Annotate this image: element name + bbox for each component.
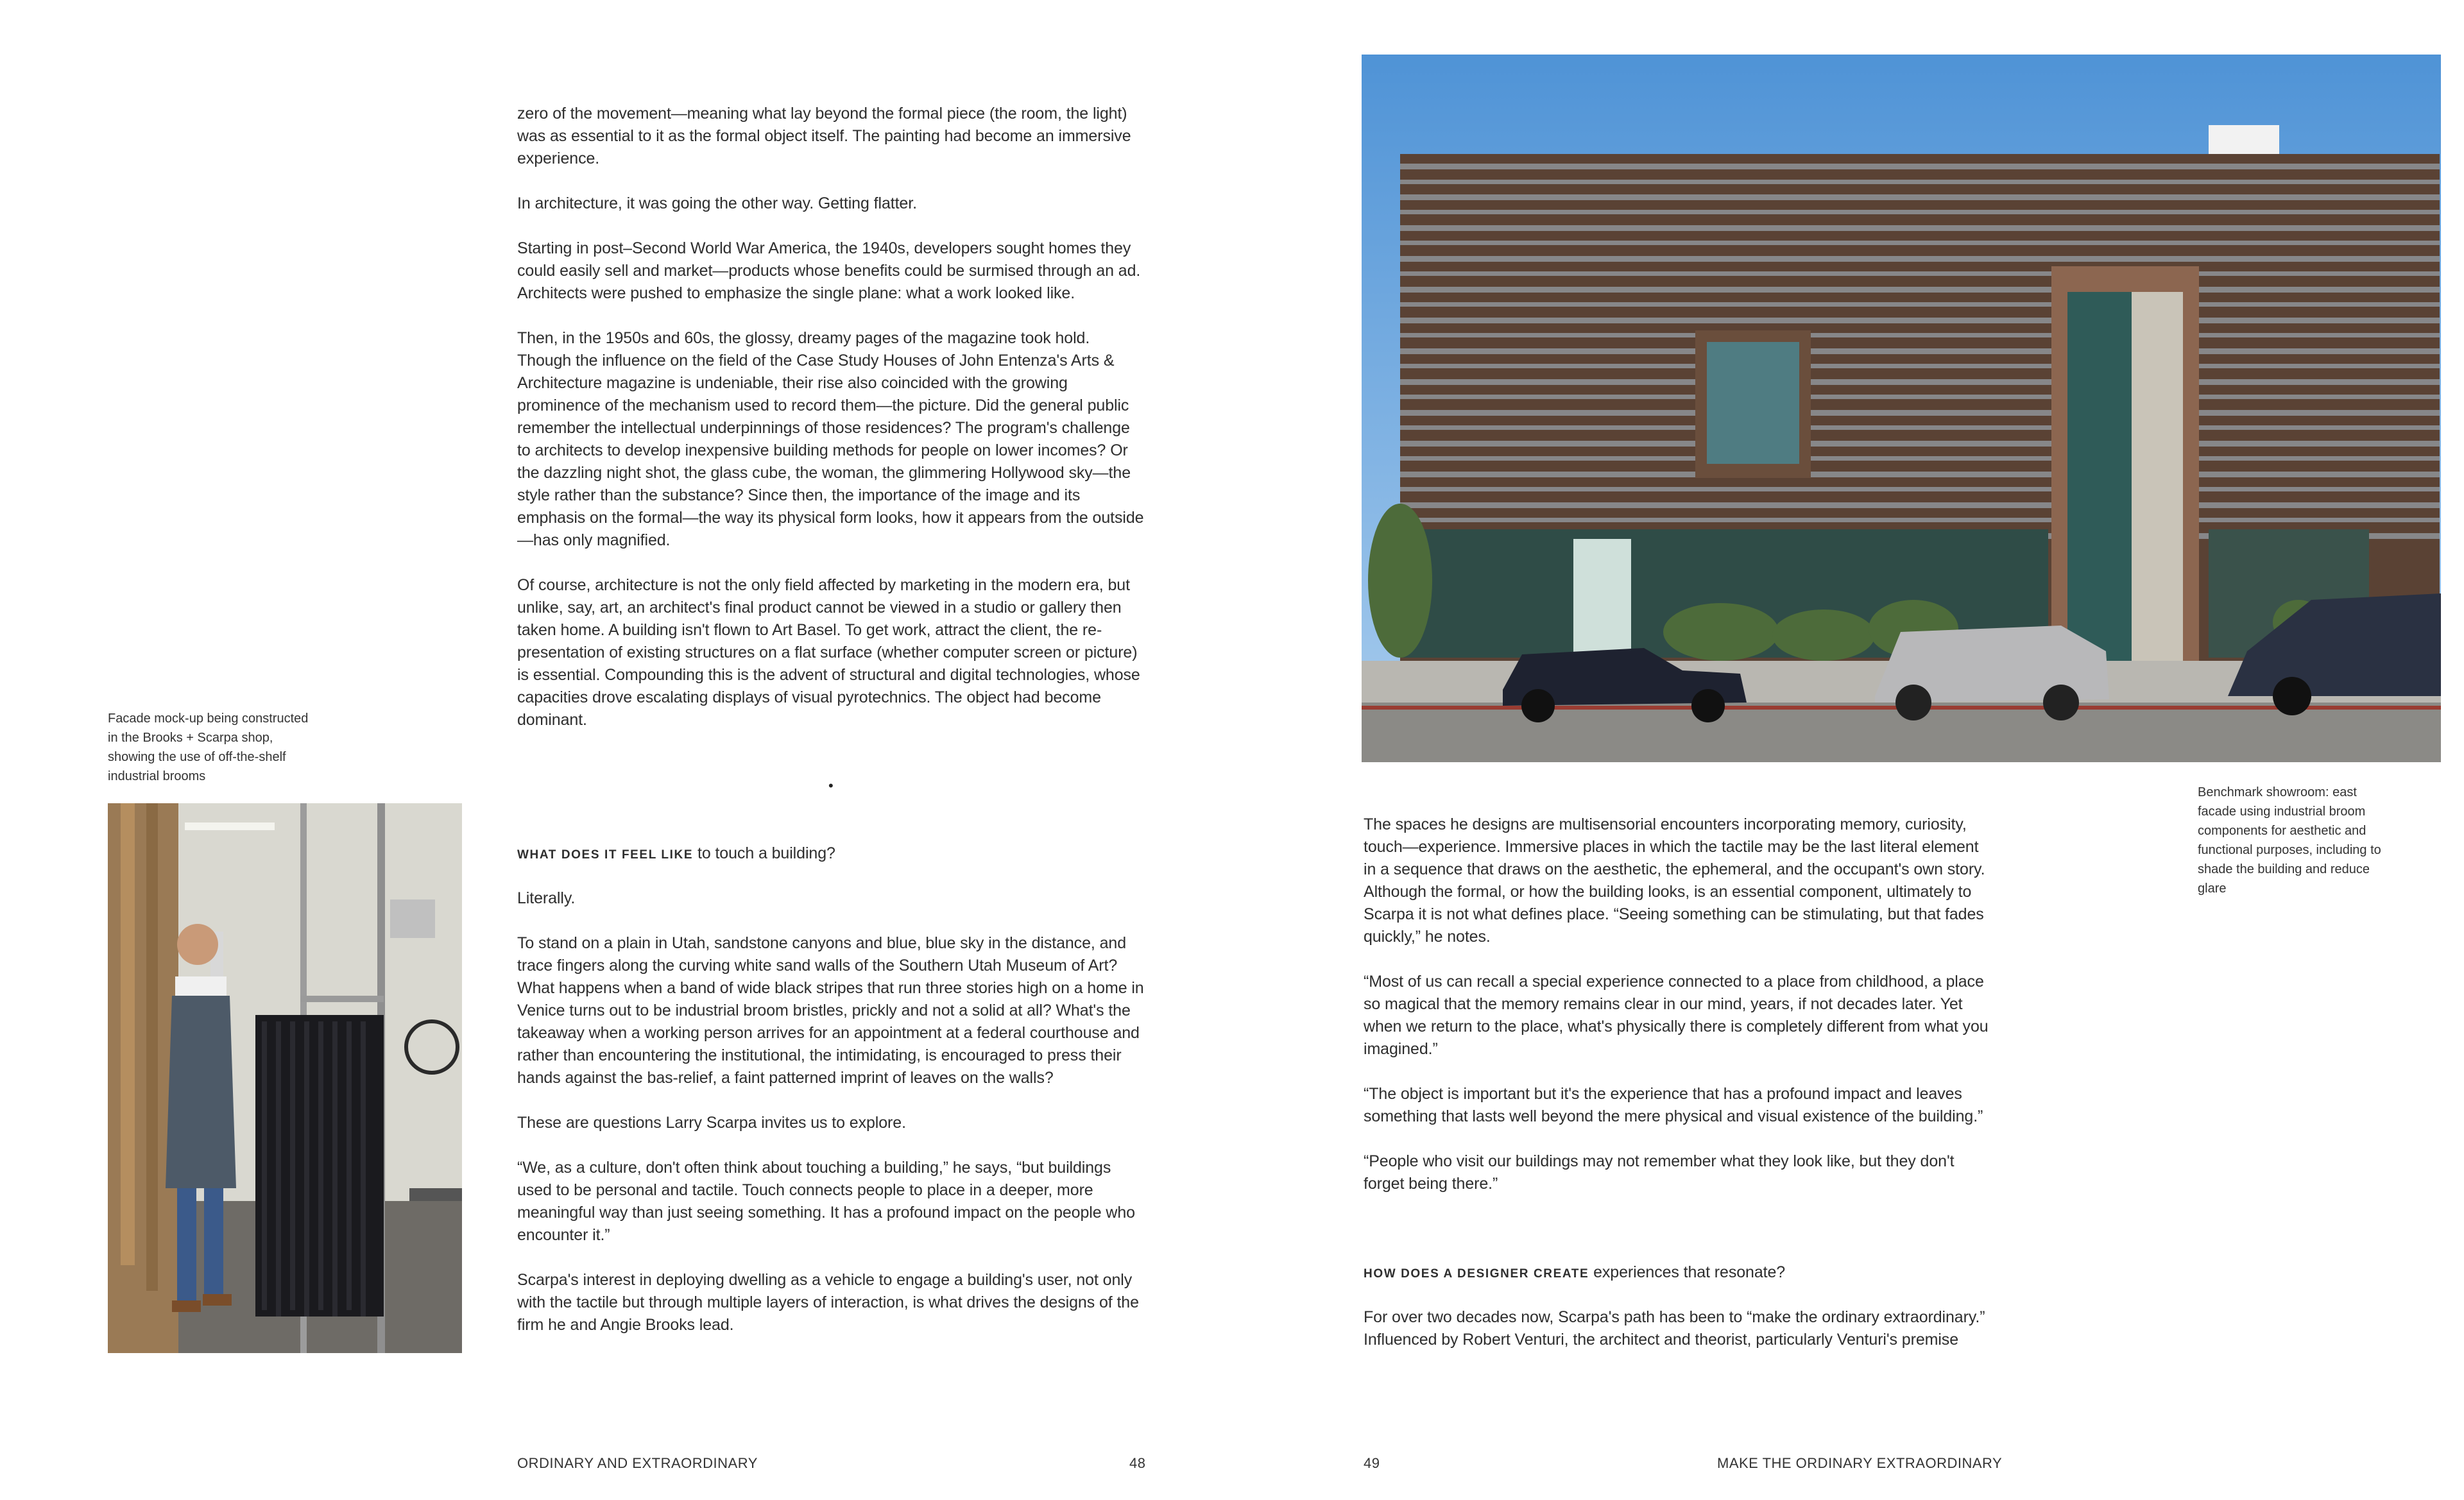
paragraph: Of course, architecture is not the only field affected by marketing in the modern era, but unlike, say, art, an architect's final product cannot be viewed in a studio or gallery then taken home. A building isn't flown to Art Basel. To get work, attract the client, the re-presentation of existing structures on a flat surface (whether computer screen or picture) is essential. Compounding this is the advent of structural and digital technologies, whose capacities drove escalating displays of visual pyrotechnics. The object had become dominant. [517,576,1140,729]
left-photo-caption: Facade mock-up being constructed in the Brooks + Scarpa shop, showing the use of off-the-shelf industrial brooms [108,712,309,783]
paragraph: “Most of us can recall a special experience connected to a place from childhood, a place so magical that the memory remains clear in our mind, years, if not decades later. Yet when we return to the place, what's physically there is completely different from what you imagined.” [1364,973,1989,1058]
paragraph: These are questions Larry Scarpa invites us to explore. [517,1114,906,1132]
right-page-number: 49 [1364,1455,1380,1471]
right-photo-caption: Benchmark showroom: east facade using industrial broom components for aesthetic and functional purposes, including to shade the building and reduce glare [2198,785,2381,896]
right-column-top [1364,814,1994,1218]
question-kicker: HOW DOES A DESIGNER CREATE [1364,1267,1589,1281]
right-footer-title: MAKE THE ORDINARY EXTRAORDINARY [1717,1455,2003,1471]
left-question-heading [517,842,1147,866]
section-divider: • [828,778,834,794]
right-question-heading [1364,1261,1994,1285]
showroom-photo [1362,55,2441,762]
right-column-bottom [1364,1306,1994,1374]
left-page-number: 48 [1129,1455,1146,1471]
left-footer-title: ORDINARY AND EXTRAORDINARY [517,1455,758,1471]
question-kicker: WHAT DOES IT FEEL LIKE [517,848,694,862]
paragraph: zero of the movement—meaning what lay beyond the formal piece (the room, the light) was as essential to it as the formal object itself. The painting had become an immersive experience. [517,105,1131,167]
paragraph: The spaces he designs are multisensorial encounters incorporating memory, curiosity, touch—experience. Immersive places in which the tactile may be the last literal element in a sequence that draws on the aesthetic, the ephemeral, and the occupant's own story. Although the formal, or how the building looks, is an essential component, ultimately to Scarpa it is not what defines place. “Seeing something can be stimulating, but that fades quickly,” he notes. [1364,815,1985,946]
paragraph: “We, as a culture, don't often think about touching a building,” he says, “but buildings used to be personal and tactile. Touch connects people to place in a deeper, more meaningful way than just seeing something. It has a profound impact on the people who encounter it.” [517,1159,1135,1244]
paragraph: In architecture, it was going the other way. Getting flatter. [517,194,917,212]
paragraph: For over two decades now, Scarpa's path has been to “make the ordinary extraordinary.” Influenced by Robert Venturi, the architect and theorist, particularly Venturi's premise [1364,1308,1985,1349]
paragraph: Literally. [517,889,576,907]
paragraph: Scarpa's interest in deploying dwelling as a vehicle to engage a building's user, not only with the tactile but through multiple layers of interaction, is what drives the designs of the firm he and Angie Brooks lead. [517,1271,1139,1334]
left-column-bottom [517,887,1147,1359]
paragraph: Starting in post–Second World War America, the 1940s, developers sought homes they could easily sell and market—products whose benefits could be surmised through an ad. Architects were pushed to emphasize the single plane: what a work looked like. [517,239,1141,302]
paragraph: To stand on a plain in Utah, sandstone canyons and blue, blue sky in the distance, and trace fingers along the curving white sand walls of the Southern Utah Museum of Art? What happens when a band of wide black stripes that run three stories high on a home in Venice turns out to be industrial broom bristles, prickly and not a solid at all? What's the takeaway when a working person arrives for an appointment at a federal courthouse and rather than encountering the institutional, the intimidating, is encouraged to press their hands against the bas-relief, a faint patterned imprint of leaves on the walls? [517,934,1144,1087]
left-column-top [517,103,1147,754]
paragraph: “The object is important but it's the experience that has a profound impact and leaves something that lasts well beyond the mere physical and visual existence of the building.” [1364,1085,1983,1125]
question-rest: experiences that resonate? [1589,1263,1786,1281]
paragraph: “People who visit our buildings may not remember what they look like, but they don't forget being there.” [1364,1152,1955,1193]
question-rest: to touch a building? [693,844,835,862]
paragraph: Then, in the 1950s and 60s, the glossy, dreamy pages of the magazine took hold. Though the influence on the field of the Case Study Houses of John Entenza's Arts & Architecture magazine is undeniable, their rise also coincided with the growing prominence of the mechanism used to record them—the picture. Did the general public remember the intellectual underpinnings of those residences? The program's challenge to architects to develop inexpensive building methods for people on lower incomes? Or the dazzling night shot, the glass cube, the woman, the glimmering Hollywood sky—the style rather than the substance? Since then, the importance of the image and its emphasis on the formal—the way its physical form looks, how it appears from the outside—has only magnified. [517,329,1144,549]
workshop-photo [108,803,462,1353]
